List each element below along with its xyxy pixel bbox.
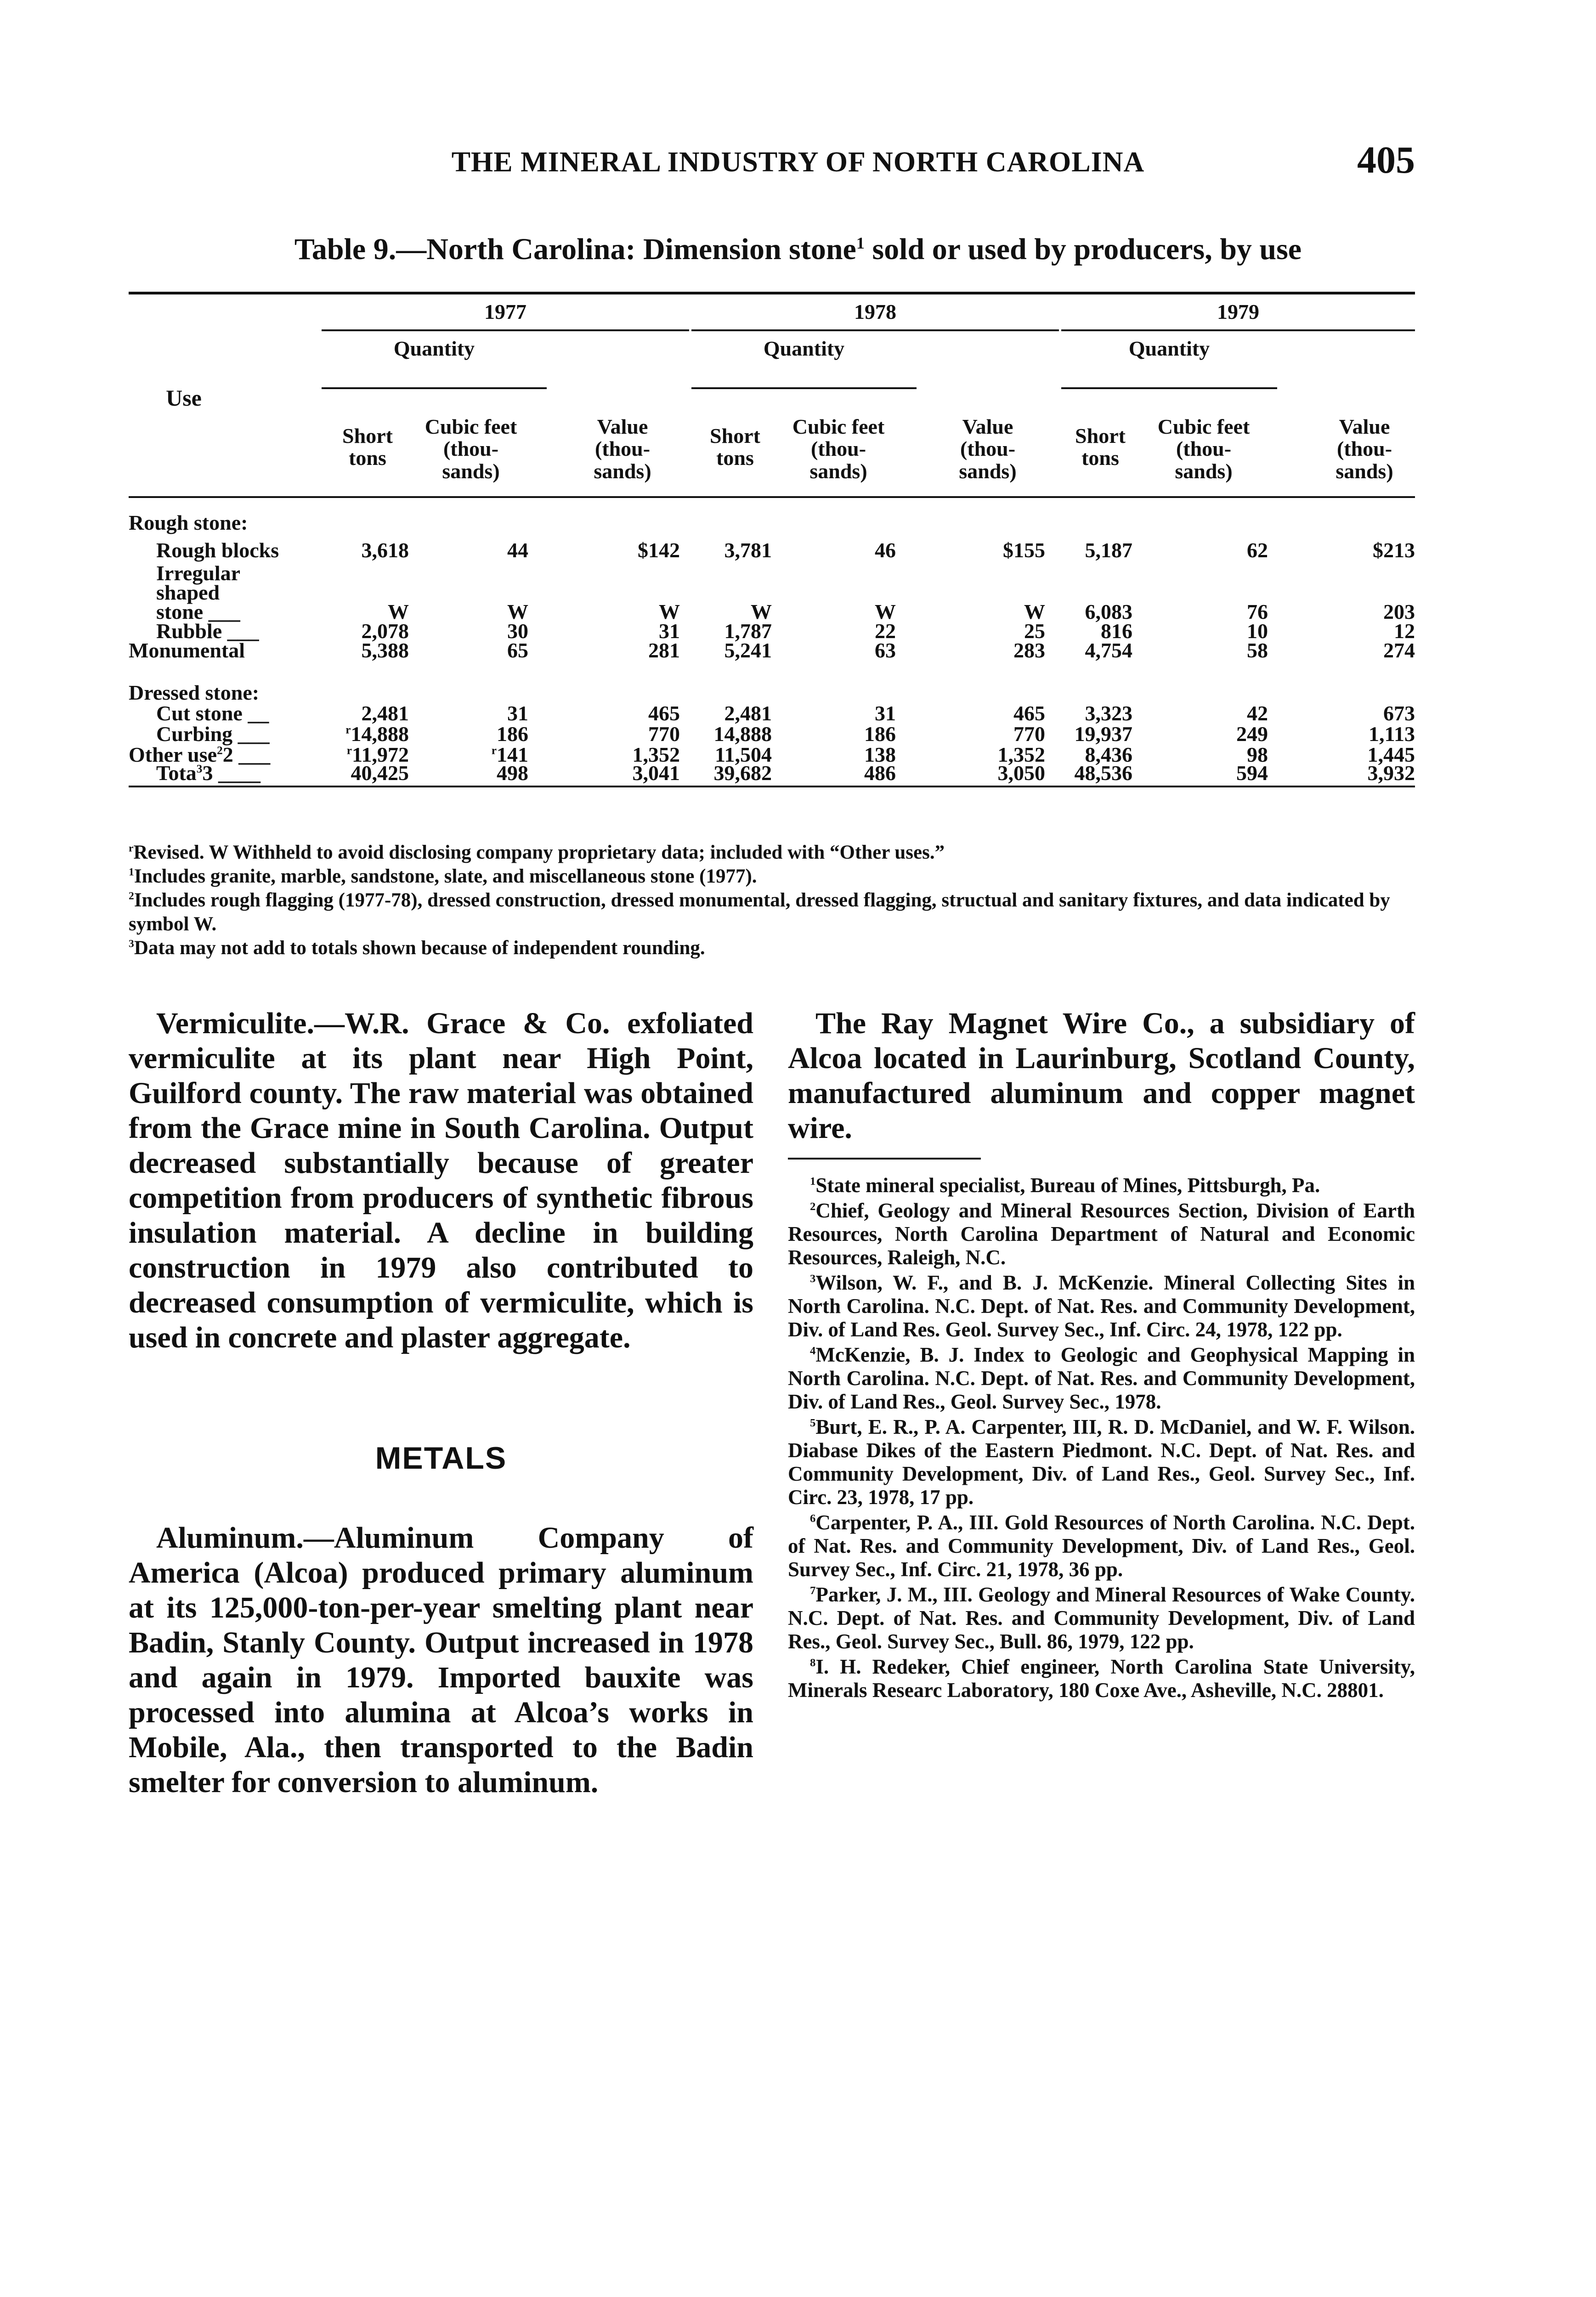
row-total-cubic-feet-1979: 594 <box>1236 761 1268 785</box>
row-curbing-cubic-feet-1979: 249 <box>1236 722 1268 746</box>
value-header-1977: Value (thou- sands) <box>594 415 651 483</box>
quantity-header-1978: Quantity <box>763 337 845 360</box>
row-rough-blocks-value-1978: $155 <box>1003 538 1045 562</box>
row-cut-stone-short-tons-1979: 3,323 <box>1085 702 1132 725</box>
footnote-rule <box>788 1158 981 1160</box>
short-tons-header-1977: Short tons <box>342 424 393 470</box>
row-monumental-short-tons-1979: 4,754 <box>1085 639 1132 662</box>
rule-quantity-1978 <box>691 387 917 389</box>
vermiculite-heading: Vermiculite.— <box>156 1007 345 1040</box>
row-rubble-short-tons-1977: 2,078 <box>361 619 409 643</box>
row-rubble-value-1977: 31 <box>659 619 680 643</box>
author-footnote-6: $^6$Carpenter, P. A., III. Gold Resources of North Carolina. N.C. Dept. of Nat. Res. and Community Development, Div. of Land Res., Geol. Survey Sec., Inf. Circ. 21, 1978, 36 pp. <box>788 1511 1415 1581</box>
aluminum-section <box>129 1521 753 1800</box>
author-footnote-5: $^5$Burt, E. R., P. A. Carpenter, III, R. D. McDaniel, and W. F. Wilson. Diabase Dikes of the Eastern Piedmont. N.C. Dept. of Nat. Res. and Community Development, Div. of Land Res., Geol. Survey Sec., Inf. Circ. 23, 1978, 17 pp. <box>788 1415 1415 1509</box>
author-footnote-7: $^7$Parker, J. M., III. Geology and Mineral Resources of Wake County. N.C. Dept. of Nat. Res. and Community Development, Div. of Land Res., Geol. Survey Sec., Bull. 86, 1979, 122 pp. <box>788 1583 1415 1653</box>
rule-quantity-1979 <box>1061 387 1277 389</box>
row-stone-cubic-feet-1977: W <box>507 600 528 623</box>
row-rough-blocks-cubic-feet-1977: 44 <box>507 538 528 562</box>
metals-heading: METALS <box>375 1441 507 1476</box>
row-curbing-value-1978: 770 <box>1013 722 1045 746</box>
rule-1977 <box>322 329 689 331</box>
row-other-uses-value-1979: 1,445 <box>1367 743 1415 766</box>
row-rubble-short-tons-1978: 1,787 <box>724 619 772 643</box>
vermiculite-paragraph <box>129 1006 753 1355</box>
author-footnote-1: $^1$State mineral specialist, Bureau of Mines, Pittsburgh, Pa. <box>810 1174 1320 1197</box>
row-other-uses-value-1977: 1,352 <box>632 743 680 766</box>
row-cut-stone-cubic-feet-1977: 31 <box>507 702 528 725</box>
row-rubble-cubic-feet-1979: 10 <box>1247 619 1268 643</box>
row-shaped-label: shaped <box>156 581 220 604</box>
table-bottom-rule <box>129 786 1415 787</box>
row-rubble-value-1978: 25 <box>1024 619 1045 643</box>
row-monumental-value-1977: 281 <box>648 639 680 662</box>
row-rough-blocks-label: Rough blocks <box>156 538 279 562</box>
author-footnote-8: $^8$I. H. Redeker, Chief engineer, North Carolina State University, Minerals Researc Laboratory, 180 Coxe Ave., Asheville, N.C. 28801. <box>788 1655 1415 1702</box>
dimension-stone-table <box>129 292 1415 811</box>
quantity-header-1977: Quantity <box>393 337 475 360</box>
row-rubble-cubic-feet-1978: 22 <box>875 619 896 643</box>
section-dressed-stone: Dressed stone: <box>129 681 260 704</box>
table-title-rest: sold or used by producers, by use <box>864 232 1302 266</box>
author-footnote-4: $^4$McKenzie, B. J. Index to Geologic and Geophysical Mapping in North Carolina. N.C. Dept. of Nat. Res. and Community Development, Div. of Land Res., Geol. Survey Sec., 1978. <box>788 1343 1415 1413</box>
cubic-feet-header-1979: Cubic feet (thou- sands) <box>1157 415 1250 483</box>
row-total-short-tons-1977: 40,425 <box>351 761 409 785</box>
row-stone-label: stone ___ <box>156 600 240 623</box>
short-tons-header-1978: Short tons <box>710 424 760 470</box>
row-cut-stone-value-1979: 673 <box>1383 702 1415 725</box>
table-footnote-2: $^1$Includes granite, marble, sandstone, slate, and miscellaneous stone (1977). <box>129 866 757 887</box>
row-monumental-value-1978: 283 <box>1013 639 1045 662</box>
row-rough-blocks-value-1979: $213 <box>1373 538 1415 562</box>
section-rough-stone: Rough stone: <box>129 511 248 534</box>
row-rough-blocks-short-tons-1978: 3,781 <box>724 538 772 562</box>
table-footnotes <box>129 841 1415 960</box>
author-footnotes <box>788 1174 1415 1704</box>
value-header-1979: Value (thou- sands) <box>1336 415 1393 483</box>
ray-magnet-section <box>788 1006 1415 1146</box>
row-curbing-short-tons-1979: 19,937 <box>1074 722 1132 746</box>
row-monumental-cubic-feet-1979: 58 <box>1247 639 1268 662</box>
row-monumental-short-tons-1978: 5,241 <box>724 639 772 662</box>
row-total-cubic-feet-1978: 486 <box>864 761 896 785</box>
vermiculite-section <box>129 1006 753 1355</box>
row-cut-stone-value-1978: 465 <box>1013 702 1045 725</box>
row-stone-cubic-feet-1979: 76 <box>1247 600 1268 623</box>
author-footnote-3: $^3$Wilson, W. F., and B. J. McKenzie. Mineral Collecting Sites in North Carolina. N.C. Dept. of Nat. Res. and Community Development, Div. of Land Res. Geol. Survey Sec., Inf. Circ. 24, 1978, 122 pp. <box>788 1271 1415 1341</box>
row-other-uses-value-1978: 1,352 <box>997 743 1045 766</box>
table-title-main: Table 9.—North Carolina: Dimension stone <box>294 232 856 266</box>
row-total-cubic-feet-1977: 498 <box>497 761 528 785</box>
rule-1979 <box>1061 329 1415 331</box>
row-rough-blocks-short-tons-1977: 3,618 <box>361 538 409 562</box>
row-rubble-short-tons-1979: 816 <box>1101 619 1132 643</box>
header-bottom-rule <box>129 496 1415 498</box>
row-stone-value-1978: W <box>1024 600 1045 623</box>
page-number: 405 <box>1357 139 1415 181</box>
row-curbing-value-1977: 770 <box>648 722 680 746</box>
aluminum-paragraph <box>129 1521 753 1800</box>
row-other-uses-label: Other use$^2$2 ___ <box>129 743 271 766</box>
year-header-1978: 1978 <box>854 300 896 323</box>
author-footnote-2: $^2$Chief, Geology and Mineral Resources Section, Division of Earth Resources, North Carolina Department of Natural and Economic Resources, Raleigh, N.C. <box>788 1199 1415 1269</box>
row-stone-short-tons-1977: W <box>388 600 409 623</box>
row-total-value-1979: 3,932 <box>1367 761 1415 785</box>
row-monumental-label: Monumental <box>129 639 245 662</box>
row-curbing-short-tons-1977: $^r$14,888 <box>345 722 409 746</box>
row-stone-short-tons-1979: 6,083 <box>1085 600 1132 623</box>
row-total-label: Tota$^3$3 ____ <box>156 761 260 785</box>
row-rubble-label: Rubble ___ <box>156 619 259 643</box>
value-header-1978: Value (thou- sands) <box>959 415 1017 483</box>
row-stone-cubic-feet-1978: W <box>875 600 896 623</box>
cubic-feet-header-1978: Cubic feet (thou- sands) <box>792 415 885 483</box>
rule-1978 <box>691 329 1059 331</box>
row-monumental-short-tons-1977: 5,388 <box>361 639 409 662</box>
rule-quantity-1977 <box>322 387 547 389</box>
row-rough-blocks-cubic-feet-1978: 46 <box>875 538 896 562</box>
cubic-feet-header-1977: Cubic feet (thou- sands) <box>424 415 517 483</box>
table-footnote-3: $^2$Includes rough flagging (1977-78), dressed construction, dressed monumental, dressed flagging, structual and sanitary fixtures, and data indicated by symbol W. <box>129 889 1390 935</box>
table-title-footnote-mark: 1 <box>856 234 865 252</box>
row-monumental-cubic-feet-1977: 65 <box>507 639 528 662</box>
row-rough-blocks-value-1977: $142 <box>638 538 680 562</box>
year-header-1979: 1979 <box>1217 300 1259 323</box>
row-curbing-label: Curbing ___ <box>156 722 270 746</box>
vermiculite-text: W.R. Grace & Co. exfoliated vermiculite at its plant near High Point, Guilford county. The raw material was obtained from the Grace mine in South Carolina. Output decreased substantially because of greater competition from producers of synthetic fibrous insulation material. A decline in building construction in 1979 also contributed to decreased consumption of vermiculite, which is used in concrete and plaster aggregate. <box>129 1007 753 1354</box>
table-footnote-1: $^r$Revised. W Withheld to avoid disclosing company proprietary data; included with “Other uses.” <box>129 842 945 863</box>
row-total-short-tons-1979: 48,536 <box>1074 761 1132 785</box>
row-curbing-short-tons-1978: 14,888 <box>713 722 772 746</box>
row-cut-stone-cubic-feet-1978: 31 <box>875 702 896 725</box>
row-stone-value-1979: 203 <box>1383 600 1415 623</box>
row-rubble-value-1979: 12 <box>1394 619 1415 643</box>
running-head: THE MINERAL INDUSTRY OF NORTH CAROLINA <box>451 147 1145 178</box>
table-title <box>0 232 1596 267</box>
ray-magnet-paragraph: The Ray Magnet Wire Co., a subsidiary of Alcoa located in Laurinburg, Scotland County, manufactured aluminum and copper magnet wire. <box>788 1007 1415 1145</box>
quantity-header-1979: Quantity <box>1128 337 1210 360</box>
row-cut-stone-label: Cut stone __ <box>156 702 269 725</box>
row-cut-stone-cubic-feet-1979: 42 <box>1247 702 1268 725</box>
year-header-1977: 1977 <box>484 300 526 323</box>
row-other-uses-short-tons-1977: $^r$11,972 <box>346 743 409 766</box>
table-footnote-4: $^3$Data may not add to totals shown because of independent rounding. <box>129 937 705 959</box>
row-cut-stone-value-1977: 465 <box>648 702 680 725</box>
row-other-uses-short-tons-1978: 11,504 <box>715 743 772 766</box>
row-rubble-cubic-feet-1977: 30 <box>507 619 528 643</box>
row-irregular-label: Irregular <box>156 561 241 585</box>
row-other-uses-cubic-feet-1978: 138 <box>864 743 896 766</box>
row-monumental-cubic-feet-1978: 63 <box>875 639 896 662</box>
row-curbing-cubic-feet-1978: 186 <box>864 722 896 746</box>
short-tons-header-1979: Short tons <box>1075 424 1126 470</box>
aluminum-heading: Aluminum.— <box>156 1521 334 1555</box>
row-other-uses-cubic-feet-1977: $^r$141 <box>491 743 528 766</box>
row-cut-stone-short-tons-1978: 2,481 <box>724 702 772 725</box>
table-top-rule <box>129 292 1415 294</box>
row-total-value-1978: 3,050 <box>997 761 1045 785</box>
row-total-short-tons-1978: 39,682 <box>713 761 772 785</box>
aluminum-text: Aluminum Company of America (Alcoa) produced primary aluminum at its 125,000-ton-per-year smelting plant near Badin, Stanly County. Output increased in 1978 and again in 1979. Imported bauxite was processed into alumina at Alcoa’s works in Mobile, Ala., then transported to the Badin smelter for conversion to aluminum. <box>129 1521 753 1799</box>
row-other-uses-short-tons-1979: 8,436 <box>1085 743 1132 766</box>
row-monumental-value-1979: 274 <box>1383 639 1415 662</box>
row-stone-value-1977: W <box>659 600 680 623</box>
use-column-header: Use <box>166 385 202 411</box>
row-curbing-value-1979: 1,113 <box>1369 722 1415 746</box>
row-stone-short-tons-1978: W <box>751 600 772 623</box>
row-other-uses-cubic-feet-1979: 98 <box>1247 743 1268 766</box>
row-cut-stone-short-tons-1977: 2,481 <box>361 702 409 725</box>
row-rough-blocks-short-tons-1979: 5,187 <box>1085 538 1132 562</box>
row-curbing-cubic-feet-1977: 186 <box>497 722 528 746</box>
row-total-value-1977: 3,041 <box>632 761 680 785</box>
row-rough-blocks-cubic-feet-1979: 62 <box>1247 538 1268 562</box>
